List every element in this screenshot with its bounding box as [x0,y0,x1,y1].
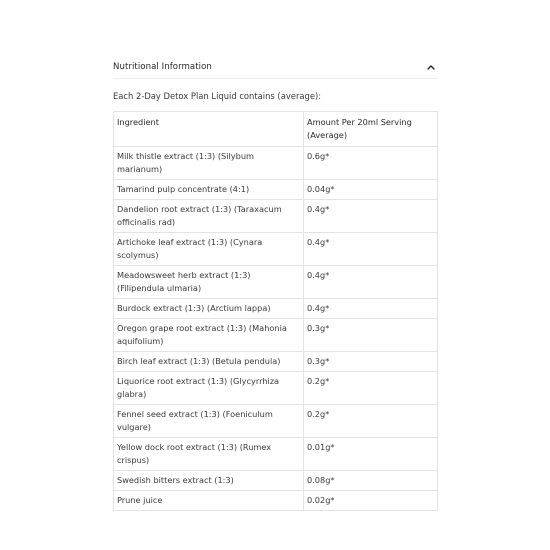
amount-cell: 0.4g* [304,266,438,299]
nutrition-table [113,111,438,511]
amount-cell: 0.2g* [304,405,438,438]
column-header-amount: Amount Per 20ml Serving (Average) [304,112,438,147]
ingredient-cell: Burdock extract (1:3) (Arctium lappa) [114,299,304,319]
accordion-title: Nutritional Information [113,62,212,72]
table-row [114,471,438,491]
table-row [114,372,438,405]
amount-cell: 0.6g* [304,147,438,180]
table-row [114,352,438,372]
ingredient-cell: Milk thistle extract (1:3) (Silybum marianum) [114,147,304,180]
table-row [114,438,438,471]
ingredient-cell: Swedish bitters extract (1:3) [114,471,304,491]
ingredient-cell: Liquorice root extract (1:3) (Glycyrrhiza glabra) [114,372,304,405]
ingredient-cell: Artichoke leaf extract (1:3) (Cynara scolymus) [114,233,304,266]
table-row [114,180,438,200]
ingredient-cell: Prune juice [114,491,304,511]
ingredient-cell: Oregon grape root extract (1:3) (Mahonia aquifolium) [114,319,304,352]
amount-cell: 0.3g* [304,319,438,352]
table-row [114,147,438,180]
nutritional-info-accordion [113,56,438,511]
ingredient-cell: Tamarind pulp concentrate (4:1) [114,180,304,200]
table-row [114,299,438,319]
accordion-header[interactable] [113,56,438,79]
ingredient-cell: Fennel seed extract (1:3) (Foeniculum vulgare) [114,405,304,438]
amount-cell: 0.04g* [304,180,438,200]
ingredient-cell: Meadowsweet herb extract (1:3) (Filipendula ulmaria) [114,266,304,299]
table-row [114,233,438,266]
ingredient-cell: Birch leaf extract (1:3) (Betula pendula) [114,352,304,372]
chevron-up-icon[interactable] [426,62,436,72]
table-row [114,405,438,438]
amount-cell: 0.08g* [304,471,438,491]
table-row [114,491,438,511]
amount-cell: 0.4g* [304,200,438,233]
amount-cell: 0.3g* [304,352,438,372]
table-row [114,200,438,233]
table-row [114,266,438,299]
ingredient-cell: Dandelion root extract (1:3) (Taraxacum officinalis rad) [114,200,304,233]
amount-cell: 0.4g* [304,299,438,319]
table-row [114,319,438,352]
intro-text: Each 2-Day Detox Plan Liquid contains (average): [113,91,322,101]
table-header-row [114,112,438,147]
amount-cell: 0.02g* [304,491,438,511]
column-header-ingredient: Ingredient [114,112,304,147]
amount-cell: 0.2g* [304,372,438,405]
amount-cell: 0.01g* [304,438,438,471]
ingredient-cell: Yellow dock root extract (1:3) (Rumex crispus) [114,438,304,471]
amount-cell: 0.4g* [304,233,438,266]
